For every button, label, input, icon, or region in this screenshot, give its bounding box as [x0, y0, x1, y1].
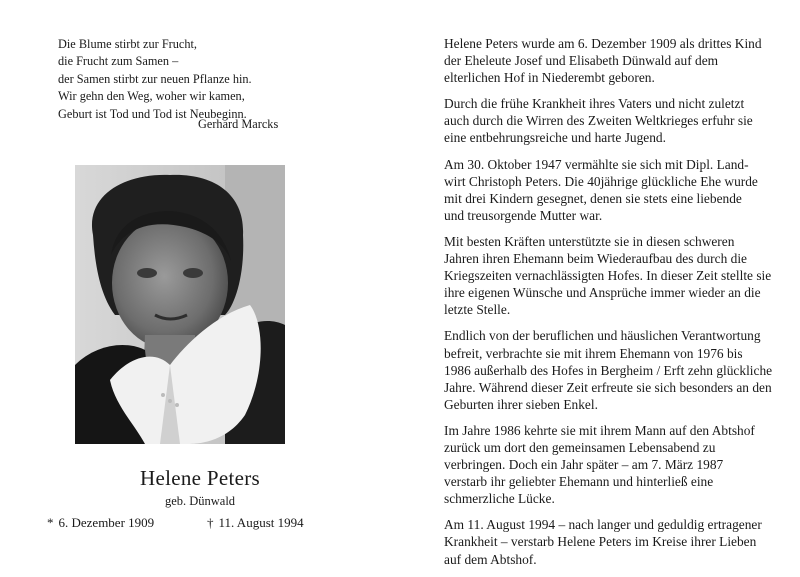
birth-date-line	[47, 515, 154, 531]
biography-line: befreit, verbrachte sie mit ihrem Ehemann von 1976 bis	[444, 345, 743, 361]
poem-author: Gerhard Marcks	[198, 117, 279, 131]
poem-line: die Frucht zum Samen –	[58, 54, 179, 69]
biography-line: Mit besten Kräften unterstützte sie in diesen schweren	[444, 233, 735, 249]
biography-line: Im Jahre 1986 kehrte sie mit ihrem Mann auf den Abtshof	[444, 422, 755, 438]
biography-line: Jahren ihren Ehemann beim Wiederaufbau des durch die	[444, 251, 747, 267]
biography-paragraph	[444, 233, 789, 318]
maiden-name: geb. Dünwald	[164, 494, 236, 508]
biography-paragraph	[444, 95, 789, 146]
biography-line: elterlichen Hof in Niederembt geboren.	[444, 70, 655, 86]
biography-line: ihre eigenen Wünsche und Ansprüche immer wieder an die	[444, 285, 761, 301]
biography-line: der Eheleute Josef und Elisabeth Dünwald auf dem	[444, 53, 719, 69]
death-date-line	[207, 515, 304, 531]
left-panel	[0, 0, 400, 573]
biography-line: eine entbehrungsreiche und harte Jugend.	[444, 130, 666, 146]
poem	[58, 36, 358, 123]
biography-line: mit drei Kindern gesegnet, denen sie stets eine liebende	[444, 190, 742, 206]
biography-line: Geburten ihrer sieben Enkel.	[444, 396, 598, 412]
deceased-name: Helene Peters	[140, 466, 260, 490]
biography-line: Durch die frühe Krankheit ihres Vaters und nicht zuletzt	[444, 96, 745, 112]
death-date: 11. August 1994	[218, 515, 304, 530]
biography-paragraph	[444, 156, 789, 224]
biography-line: Am 30. Oktober 1947 vermählte sie sich mit Dipl. Land-	[444, 156, 749, 172]
biography-paragraph	[444, 35, 789, 86]
biography-line: und treusorgende Mutter war.	[444, 207, 603, 223]
biography-line: zurück um dort den gemeinsamen Lebensabend zu	[444, 439, 716, 455]
poem-line: der Samen stirbt zur neuen Pflanze hin.	[58, 71, 252, 86]
poem-line: Geburt ist Tod und Tod ist Neubeginn.	[58, 106, 247, 121]
biography-paragraph	[444, 327, 789, 412]
biography-paragraph	[444, 422, 789, 507]
biography-line: Helene Peters wurde am 6. Dezember 1909 als drittes Kind	[444, 36, 762, 51]
biography-line: verbringen. Doch ein Jahr später – am 7. März 1987	[444, 457, 724, 473]
biography-line: letzte Stelle.	[444, 302, 511, 318]
birth-date: 6. Dezember 1909	[58, 515, 155, 530]
biography-line: auf dem Abtshof.	[444, 551, 537, 567]
poem-line: Wir gehn den Weg, woher wir kamen,	[58, 89, 245, 104]
cross-icon: †	[207, 515, 214, 530]
biography-line: schmerzliche Lücke.	[444, 491, 555, 507]
biography-line: Kriegszeiten vernachlässigten Hofes. In dieser Zeit stellte sie	[444, 268, 772, 284]
biography-line: Jahre. Während dieser Zeit erfreute sie sich besonders an den	[444, 379, 772, 395]
portrait-photo	[75, 165, 285, 444]
biography	[444, 35, 789, 577]
biography-line: 1986 außerhalb des Hofes in Bergheim / Erft zehn glückliche	[444, 362, 773, 378]
birth-star-icon: *	[47, 515, 54, 530]
biography-line: Am 11. August 1994 – nach langer und geduldig ertragener	[444, 517, 762, 533]
biography-line: Krankheit – verstarb Helene Peters im Kreise ihrer Lieben	[444, 534, 757, 550]
poem-line: Die Blume stirbt zur Frucht,	[58, 37, 198, 51]
biography-line: wirt Christoph Peters. Die 40jährige glückliche Ehe wurde	[444, 173, 758, 189]
biography-paragraph	[444, 516, 789, 567]
biography-line: Endlich von der beruflichen und häuslichen Verantwortung	[444, 328, 761, 344]
biography-line: auch durch die Wirren des Zweiten Weltkrieges erfuhr sie	[444, 113, 753, 129]
right-panel	[400, 0, 800, 573]
biography-line: verstarb ihr geliebter Ehemann und hinterließ eine	[444, 474, 714, 490]
